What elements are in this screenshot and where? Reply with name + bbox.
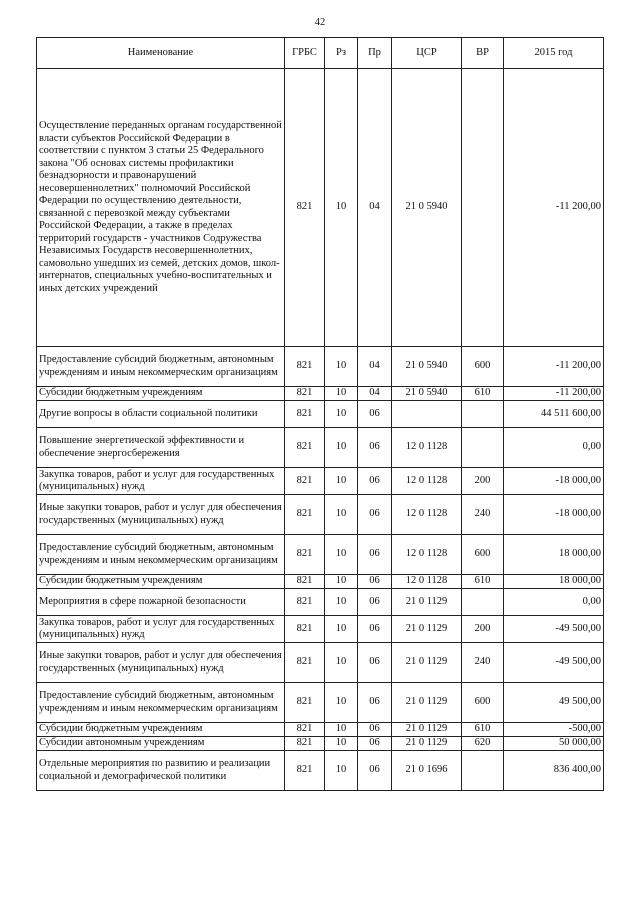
cell-grbs: 821 bbox=[285, 428, 325, 468]
cell-name: Иные закупки товаров, работ и услуг для обеспечения государственных (муниципальных) нужд bbox=[37, 643, 285, 683]
cell-grbs: 821 bbox=[285, 535, 325, 575]
cell-rz: 10 bbox=[325, 643, 358, 683]
cell-grbs: 821 bbox=[285, 683, 325, 723]
table-row bbox=[37, 387, 604, 401]
cell-grbs: 821 bbox=[285, 401, 325, 428]
table-row bbox=[37, 401, 604, 428]
cell-pr: 06 bbox=[358, 401, 392, 428]
cell-csr: 21 0 1129 bbox=[392, 723, 462, 737]
cell-name: Иные закупки товаров, работ и услуг для обеспечения государственных (муниципальных) нужд bbox=[37, 495, 285, 535]
cell-csr: 21 0 1129 bbox=[392, 737, 462, 751]
cell-vr: 600 bbox=[462, 347, 504, 387]
cell-grbs: 821 bbox=[285, 643, 325, 683]
cell-vr: 240 bbox=[462, 495, 504, 535]
header-grbs: ГРБС bbox=[285, 38, 325, 69]
cell-pr: 06 bbox=[358, 616, 392, 643]
cell-vr: 620 bbox=[462, 737, 504, 751]
cell-vr bbox=[462, 428, 504, 468]
cell-rz: 10 bbox=[325, 723, 358, 737]
cell-csr: 21 0 1129 bbox=[392, 589, 462, 616]
cell-grbs: 821 bbox=[285, 468, 325, 495]
table-row bbox=[37, 495, 604, 535]
header-csr: ЦСР bbox=[392, 38, 462, 69]
header-vr: ВР bbox=[462, 38, 504, 69]
cell-grbs: 821 bbox=[285, 723, 325, 737]
cell-grbs: 821 bbox=[285, 495, 325, 535]
cell-pr: 06 bbox=[358, 575, 392, 589]
page-number: 42 bbox=[314, 17, 326, 28]
cell-pr: 04 bbox=[358, 387, 392, 401]
table-row bbox=[37, 589, 604, 616]
cell-pr: 06 bbox=[358, 589, 392, 616]
cell-pr: 06 bbox=[358, 751, 392, 791]
table-row bbox=[37, 683, 604, 723]
cell-rz: 10 bbox=[325, 575, 358, 589]
table-row bbox=[37, 575, 604, 589]
cell-pr: 06 bbox=[358, 723, 392, 737]
cell-rz: 10 bbox=[325, 428, 358, 468]
cell-csr: 21 0 5940 bbox=[392, 69, 462, 347]
cell-name: Предоставление субсидий бюджетным, автономным учреждениям и иным некоммерческим организациям bbox=[37, 683, 285, 723]
cell-vr: 610 bbox=[462, 723, 504, 737]
header-amount: 2015 год bbox=[504, 38, 604, 69]
cell-csr: 21 0 1129 bbox=[392, 683, 462, 723]
cell-name: Субсидии бюджетным учреждениям bbox=[37, 723, 285, 737]
cell-grbs: 821 bbox=[285, 387, 325, 401]
cell-csr: 21 0 1129 bbox=[392, 616, 462, 643]
cell-rz: 10 bbox=[325, 616, 358, 643]
cell-vr: 200 bbox=[462, 616, 504, 643]
cell-name: Закупка товаров, работ и услуг для государственных (муниципальных) нужд bbox=[37, 616, 285, 643]
cell-name: Субсидии бюджетным учреждениям bbox=[37, 387, 285, 401]
cell-pr: 06 bbox=[358, 468, 392, 495]
cell-csr: 21 0 1696 bbox=[392, 751, 462, 791]
cell-rz: 10 bbox=[325, 751, 358, 791]
cell-rz: 10 bbox=[325, 589, 358, 616]
cell-pr: 04 bbox=[358, 69, 392, 347]
cell-pr: 06 bbox=[358, 428, 392, 468]
cell-vr bbox=[462, 589, 504, 616]
cell-amount: -11 200,00 bbox=[504, 387, 604, 401]
cell-pr: 06 bbox=[358, 535, 392, 575]
cell-name: Мероприятия в сфере пожарной безопасности bbox=[37, 589, 285, 616]
cell-vr bbox=[462, 401, 504, 428]
cell-vr: 610 bbox=[462, 575, 504, 589]
cell-amount: -11 200,00 bbox=[504, 69, 604, 347]
cell-rz: 10 bbox=[325, 401, 358, 428]
cell-rz: 10 bbox=[325, 468, 358, 495]
cell-rz: 10 bbox=[325, 535, 358, 575]
cell-name: Повышение энергетической эффективности и обеспечение энергосбережения bbox=[37, 428, 285, 468]
cell-amount: -11 200,00 bbox=[504, 347, 604, 387]
table-row bbox=[37, 347, 604, 387]
cell-grbs: 821 bbox=[285, 737, 325, 751]
header-name: Наименование bbox=[37, 38, 285, 69]
cell-name: Предоставление субсидий бюджетным, автономным учреждениям и иным некоммерческим организациям bbox=[37, 535, 285, 575]
table-row bbox=[37, 468, 604, 495]
cell-rz: 10 bbox=[325, 69, 358, 347]
header-row bbox=[37, 38, 604, 69]
table-row bbox=[37, 751, 604, 791]
cell-amount: 836 400,00 bbox=[504, 751, 604, 791]
cell-amount: 49 500,00 bbox=[504, 683, 604, 723]
cell-grbs: 821 bbox=[285, 589, 325, 616]
cell-amount: -49 500,00 bbox=[504, 616, 604, 643]
cell-vr bbox=[462, 69, 504, 347]
cell-rz: 10 bbox=[325, 683, 358, 723]
cell-amount: -49 500,00 bbox=[504, 643, 604, 683]
cell-csr: 21 0 5940 bbox=[392, 387, 462, 401]
cell-name: Закупка товаров, работ и услуг для государственных (муниципальных) нужд bbox=[37, 468, 285, 495]
cell-vr: 200 bbox=[462, 468, 504, 495]
cell-amount: 50 000,00 bbox=[504, 737, 604, 751]
cell-vr: 600 bbox=[462, 535, 504, 575]
budget-table bbox=[36, 37, 604, 791]
cell-amount: -500,00 bbox=[504, 723, 604, 737]
table-row bbox=[37, 616, 604, 643]
cell-pr: 06 bbox=[358, 643, 392, 683]
cell-name: Предоставление субсидий бюджетным, автономным учреждениям и иным некоммерческим организациям bbox=[37, 347, 285, 387]
cell-name: Другие вопросы в области социальной политики bbox=[37, 401, 285, 428]
cell-pr: 06 bbox=[358, 495, 392, 535]
cell-grbs: 821 bbox=[285, 69, 325, 347]
cell-pr: 06 bbox=[358, 737, 392, 751]
cell-amount: -18 000,00 bbox=[504, 495, 604, 535]
cell-name: Субсидии бюджетным учреждениям bbox=[37, 575, 285, 589]
header-rz: Рз bbox=[325, 38, 358, 69]
header-pr: Пр bbox=[358, 38, 392, 69]
cell-rz: 10 bbox=[325, 387, 358, 401]
cell-vr: 240 bbox=[462, 643, 504, 683]
cell-name: Субсидии автономным учреждениям bbox=[37, 737, 285, 751]
cell-pr: 04 bbox=[358, 347, 392, 387]
cell-rz: 10 bbox=[325, 737, 358, 751]
table-row bbox=[37, 737, 604, 751]
cell-rz: 10 bbox=[325, 495, 358, 535]
table-row bbox=[37, 69, 604, 347]
cell-csr: 12 0 1128 bbox=[392, 575, 462, 589]
table-row bbox=[37, 535, 604, 575]
table-row bbox=[37, 643, 604, 683]
cell-vr bbox=[462, 751, 504, 791]
cell-amount: 0,00 bbox=[504, 589, 604, 616]
cell-csr: 12 0 1128 bbox=[392, 495, 462, 535]
cell-vr: 600 bbox=[462, 683, 504, 723]
cell-grbs: 821 bbox=[285, 751, 325, 791]
cell-amount: 0,00 bbox=[504, 428, 604, 468]
table-body bbox=[37, 69, 604, 791]
cell-vr: 610 bbox=[462, 387, 504, 401]
cell-grbs: 821 bbox=[285, 347, 325, 387]
cell-rz: 10 bbox=[325, 347, 358, 387]
cell-csr: 21 0 5940 bbox=[392, 347, 462, 387]
cell-csr: 12 0 1128 bbox=[392, 468, 462, 495]
cell-amount: 44 511 600,00 bbox=[504, 401, 604, 428]
cell-pr: 06 bbox=[358, 683, 392, 723]
cell-grbs: 821 bbox=[285, 575, 325, 589]
cell-name: Отдельные мероприятия по развитию и реализации социальной и демографической политики bbox=[37, 751, 285, 791]
cell-amount: -18 000,00 bbox=[504, 468, 604, 495]
cell-name: Осуществление переданных органам государственной власти субъектов Российской Федерации в соответствии с пунктом 3 статьи 25 Федерального закона "Об основах системы профилактики безнадзорности и правонарушений несовершеннолетних" полномочий Российской Федерации по осуществлению деятельности, связанной с перевозкой между субъектами Российской Федерации, а также в пределах территорий государств - участников Содружества Независимых Государств несовершеннолетних, самовольно ушедших из семей, детских домов, школ-интернатов, специальных учебно-воспитательных и иных детских учреждений bbox=[37, 69, 285, 347]
cell-csr: 12 0 1128 bbox=[392, 535, 462, 575]
cell-amount: 18 000,00 bbox=[504, 575, 604, 589]
cell-amount: 18 000,00 bbox=[504, 535, 604, 575]
table-row bbox=[37, 723, 604, 737]
cell-grbs: 821 bbox=[285, 616, 325, 643]
cell-csr: 21 0 1129 bbox=[392, 643, 462, 683]
cell-csr: 12 0 1128 bbox=[392, 428, 462, 468]
table-row bbox=[37, 428, 604, 468]
cell-csr bbox=[392, 401, 462, 428]
